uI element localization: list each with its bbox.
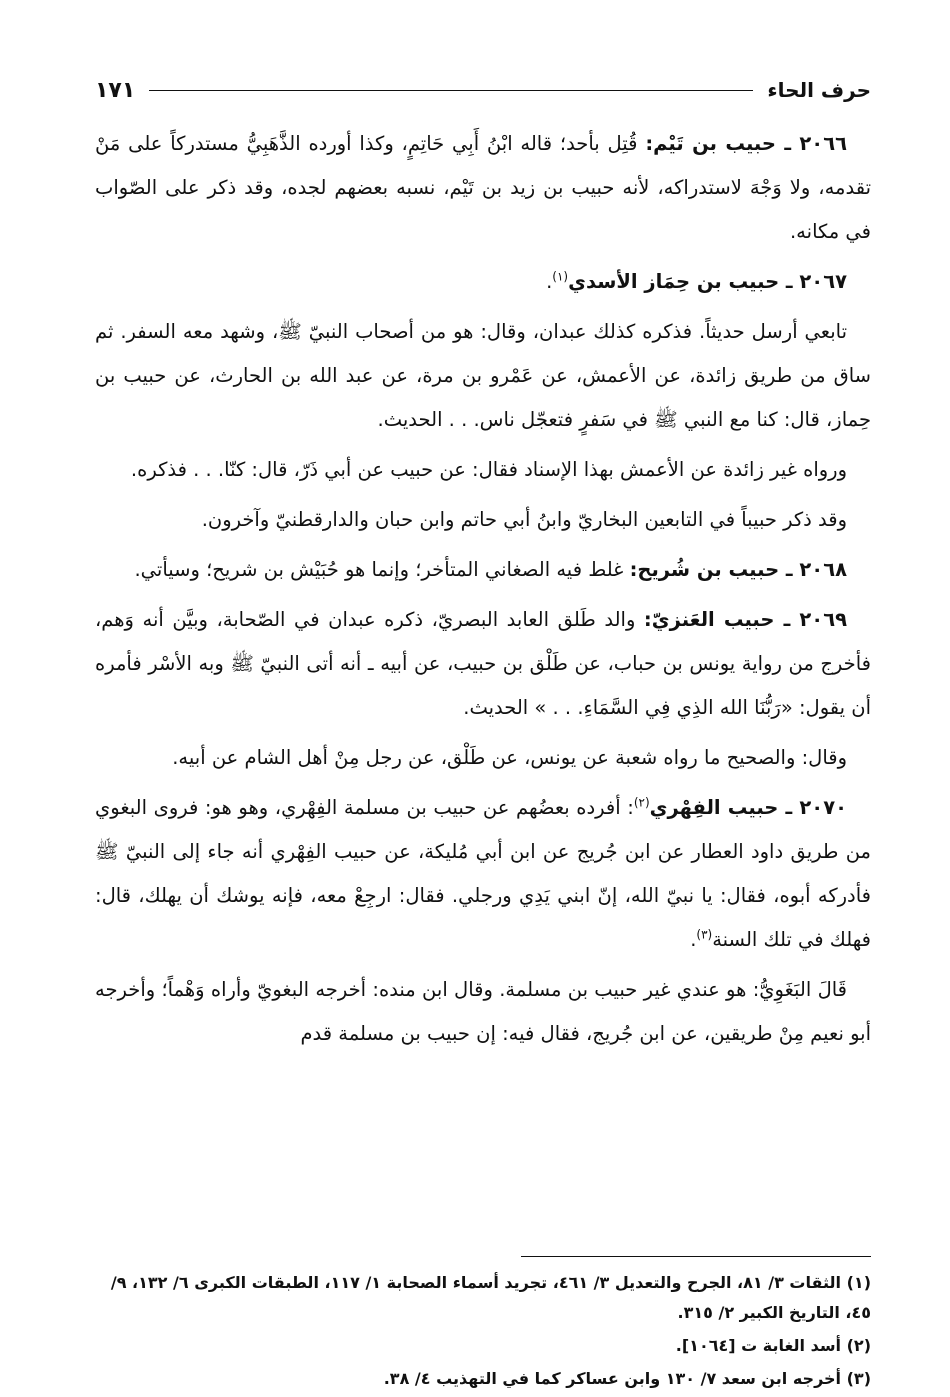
entry-2069 [95,598,871,730]
entry-paragraph: قَالَ البَغَوِيُّ: هو عندي غير حبيب بن مسلمة. وقال ابن منده: أخرجه البغويّ وأراه وَهْماً؛ وأخرجه أبو نعيم مِنْ طريقين، عن ابن جُريج، فقال فيه: إن حبيب بن مسلمة قدم [95,978,871,1045]
chapter-title: حرف الحاء [767,78,871,102]
book-page [95,60,871,1388]
footnote-2: (٢) أسد الغابة ت [١٠٦٤]. [675,1336,871,1355]
page-number: ١٧١ [95,77,136,103]
entry-text: غلط فيه الصغاني المتأخر؛ وإنما هو حُبَيْش بن شريح؛ وسيأتي. [134,558,624,581]
entry-2066 [95,122,871,254]
entry-2070: ٢٠٧٠ ـ حبيب الفِهْري$^{(٢)}$: أفرده بعضُهم عن حبيب بن مسلمة الفِهْري، وهو هو: فروى البغوي من طريق داود العطار عن ابن جُريج عن ابن أبي مُليكة، عن حبيب الفِهْري أنه جاء إلى النبيّ ﷺ فأدركه أبوه، فقال: يا نبيّ الله، إنّ ابني يَدِي ورجلي. فقال: ارجِعْ معه، فإنه يوشك أن يهلك، قال: فهلك في تلك السنة$^{(٣)}$. [95,795,871,951]
footnote-ref: (٢) [633,795,650,810]
entry-paragraph: وقال: والصحيح ما رواه شعبة عن يونس، عن طَلْق، عن رجل مِنْ أهل الشام عن أبيه. [172,746,847,769]
entry-text: : أفرده بعضُهم عن حبيب بن مسلمة الفِهْري، وهو هو: فروى البغوي من طريق داود العطار عن ابن جُريج عن ابن أبي مُليكة، عن حبيب الفِهْري أنه جاء إلى النبيّ ﷺ فأدركه أبوه، فقال: يا نبيّ الله، إنّ ابني يَدِي ورجلي. فقال: ارجِعْ معه، فإنه يوشك أن يهلك، قال: فهلك في تلك السنة [95,796,871,951]
footnote-separator [521,1256,871,1257]
entry-title: ٢٠٦٦ ـ حبيب بن تَيْم: [645,132,847,155]
entry-title: ٢٠٦٨ ـ حبيب بن شُريح: [629,558,847,581]
entry-title: ٢٠٧٠ ـ حبيب الفِهْري [649,796,847,819]
footnote-ref: (١) [552,269,569,284]
page-header [95,70,871,110]
main-text [95,122,871,1062]
entry-text: قُتِل بأحد؛ قاله ابْنُ أَبِي حَاتِمٍ، وكذا أورده الذَّهَبِيُّ مستدركاً على مَنْ تقدمه، ولا وَجْهَ لاستدراكه، لأنه حبيب بن زيد بن تَيْم، نسبه بعضهم لجده، وقد ذكر على الصّواب في مكانه. [95,132,871,243]
entry-title: ٢٠٦٩ ـ حبيب العَنزيّ: [643,608,847,631]
entry-text: والد طَلق العابد البصريّ، ذكره عبدان في الصّحابة، وبيَّن أنه وَهم، فأخرج من رواية يونس بن حباب، عن طَلْق بن حبيب، عن أبيه ـ أنه أتى النبيّ ﷺ وبه الأسْر فأمره أن يقول: «رَبُّنَا الله الذِي فِي السَّمَاءِ. . . » الحديث. [95,608,871,719]
entry-paragraph: تابعي أرسل حديثاً. فذكره كذلك عبدان، وقال: هو من أصحاب النبيّ ﷺ، وشهد معه السفر. ثم ساق من طريق زائدة، عن الأعمش، عن عَمْرو بن مرة، عن عبد الله بن الحارث، عن حبيب بن حِماز، قال: كنا مع النبي ﷺ في سَفرٍ فتعجّل ناس. . . الحديث. [95,320,871,431]
footnotes [95,1268,871,1397]
footnote-3: (٣) أخرجه ابن سعد ٧/ ١٣٠ وابن عساكر كما في التهذيب ٤/ ٣٨. [383,1369,871,1388]
footnote-1: (١) الثقات ٣/ ٨١، الجرح والتعديل ٣/ ٤٦١، تجريد أسماء الصحابة ١/ ١١٧، الطبقات الكبرى ٦/ ١٣٢، ٩/ ٤٥، التاريخ الكبير ٢/ ٣١٥. [110,1273,871,1322]
header-rule [149,90,753,91]
entry-paragraph: ورواه غير زائدة عن الأعمش بهذا الإسناد فقال: عن حبيب عن أبي ذَرّ، قال: كنّا. . . فذكره. [130,458,847,481]
entry-title-tail: . [546,270,553,293]
entry-title: ٢٠٦٧ ـ حبيب بن حِمَاز الأسدي [568,270,847,293]
entry-2067 [95,260,871,304]
footnote-ref: (٣) [696,927,713,942]
entry-paragraph: وقد ذكر حبيباً في التابعين البخاريّ وابنُ أبي حاتم وابن حبان والدارقطنيّ وآخرون. [201,508,847,531]
entry-2068 [95,548,871,592]
